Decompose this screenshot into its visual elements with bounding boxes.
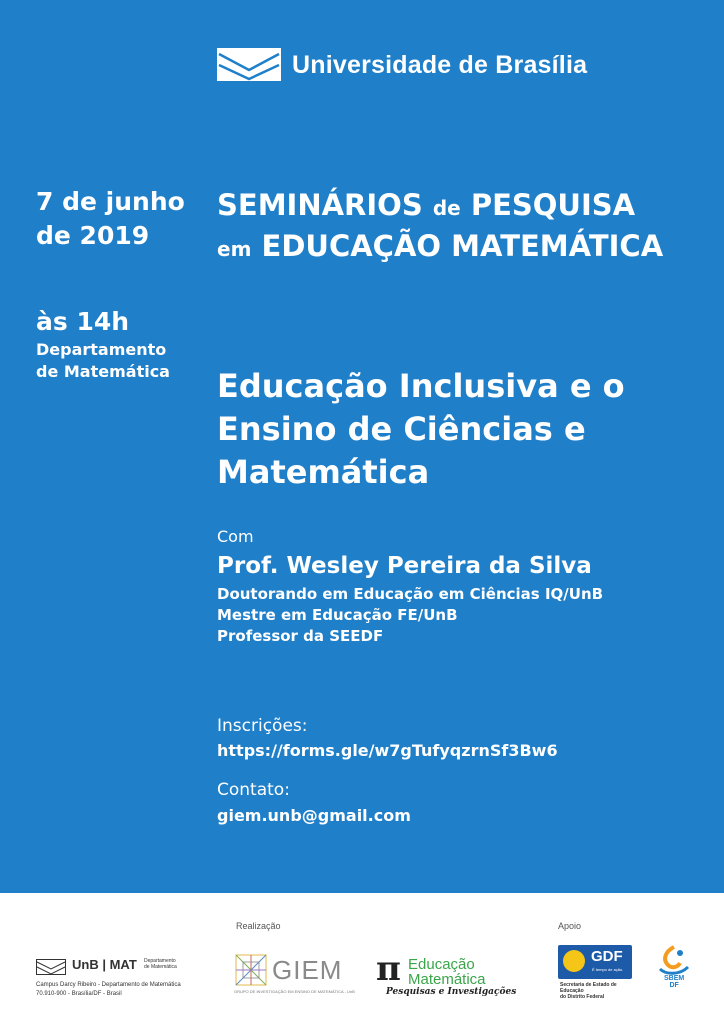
unb-logo-icon xyxy=(217,48,281,81)
edmat-subtitle: Pesquisas e Investigações xyxy=(386,987,517,997)
edmat-name xyxy=(408,957,486,987)
dept-line-2: de Matemática xyxy=(144,964,177,970)
speaker-credentials xyxy=(217,584,603,647)
date-line-2: de 2019 xyxy=(36,221,150,250)
series-word-seminarios: SEMINÁRIOS xyxy=(217,188,423,222)
unb-mat-logo xyxy=(36,957,216,1005)
sbem-line-1: SBEM xyxy=(664,975,685,982)
unb-mat-dept xyxy=(144,958,177,970)
institution-name: Universidade de Brasília xyxy=(292,51,588,79)
event-place xyxy=(36,339,206,383)
realizacao-label: Realização xyxy=(236,921,281,931)
talk-title-line-1: Educação Inclusiva e o xyxy=(217,367,625,405)
sbem-emblem-icon xyxy=(654,945,694,977)
giem-name: GIEM xyxy=(272,955,343,985)
apoio-label: Apoio xyxy=(558,921,582,931)
date-line-1: 7 de junho xyxy=(36,187,185,216)
address-line-2: 70.910-900 - Brasília/DF - Brasil xyxy=(36,991,122,997)
dept-line-1: Departamento xyxy=(144,958,176,964)
gdf-tagline: É tempo de ação. xyxy=(592,967,624,972)
sbem-df-logo xyxy=(654,945,694,1001)
unb-mat-name: UnB | MAT xyxy=(72,957,137,972)
gdf-name: GDF xyxy=(591,948,623,965)
gdf-sec-line-1: Secretaria de Estado de Educação xyxy=(560,982,617,994)
series-line-1 xyxy=(217,186,663,227)
with-label: Com xyxy=(217,527,254,546)
event-time: às 14h xyxy=(36,307,130,336)
place-line-1: Departamento xyxy=(36,340,167,359)
credential-line: Professor da SEEDF xyxy=(217,627,384,645)
registration-label: Inscrições: xyxy=(217,716,308,736)
series-word-em: em xyxy=(217,237,252,261)
giem-tagline: GRUPO DE INVESTIGAÇÃO EM ENSINO DE MATEMÁTICA - UnB xyxy=(234,989,355,994)
address-line-1: Campus Darcy Ribeiro - Departamento de Matemática xyxy=(36,982,181,988)
pi-icon: π xyxy=(376,949,401,989)
gdf-sec-line-2: do Distrito Federal xyxy=(560,994,605,1000)
credential-line: Mestre em Educação FE/UnB xyxy=(217,606,458,624)
edmat-line-1: Educação xyxy=(408,956,475,973)
giem-emblem-icon xyxy=(234,953,268,987)
sbem-label xyxy=(664,975,684,989)
speaker-name: Prof. Wesley Pereira da Silva xyxy=(217,553,592,579)
place-line-2: de Matemática xyxy=(36,362,170,381)
talk-title-line-2: Ensino de Ciências e xyxy=(217,410,586,448)
edmat-line-2: Matemática xyxy=(408,971,486,988)
contact-email-link[interactable]: giem.unb@gmail.com xyxy=(217,806,411,825)
credential-line: Doutorando em Educação em Ciências IQ/UnB xyxy=(217,585,604,603)
series-title xyxy=(217,186,663,268)
event-date xyxy=(36,185,206,253)
gdf-secretaria xyxy=(560,982,632,1000)
educacao-matematica-logo xyxy=(376,949,517,999)
series-word-educacao-matematica: EDUCAÇÃO MATEMÁTICA xyxy=(261,229,664,263)
unb-mark-icon xyxy=(36,959,66,975)
ipe-tree-icon xyxy=(563,950,585,972)
sponsor-footer xyxy=(0,893,724,1024)
series-word-pesquisa: PESQUISA xyxy=(470,188,636,222)
contact-label: Contato: xyxy=(217,780,290,800)
talk-title-line-3: Matemática xyxy=(217,453,430,491)
gdf-logo xyxy=(558,945,632,1001)
unb-mat-address xyxy=(36,981,181,999)
series-word-de: de xyxy=(432,196,461,220)
registration-link[interactable]: https://forms.gle/w7gTufyqzrnSf3Bw6 xyxy=(217,741,558,760)
giem-logo xyxy=(234,953,355,997)
sbem-line-2: DF xyxy=(669,982,679,989)
series-line-2 xyxy=(217,227,663,268)
talk-title xyxy=(217,365,697,494)
